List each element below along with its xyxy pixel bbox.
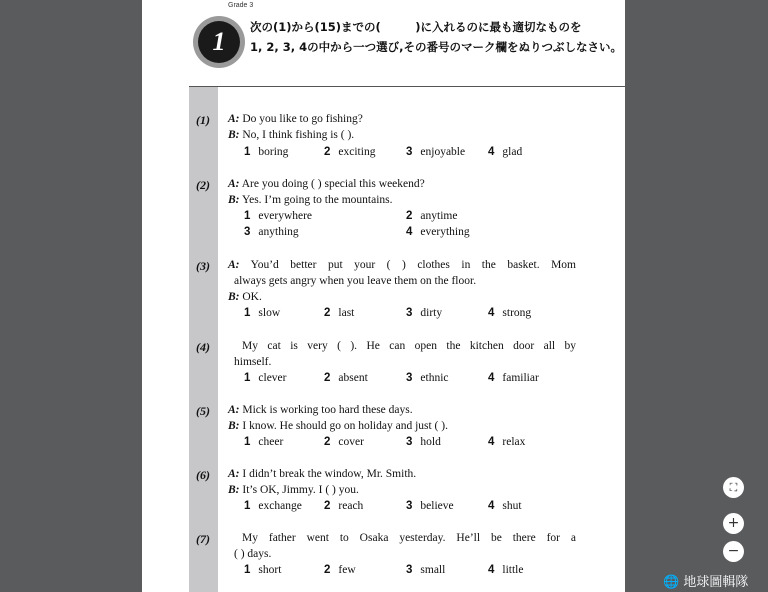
option-text: familiar: [502, 372, 539, 384]
option-text: believe: [420, 500, 454, 512]
question-number: (6): [196, 468, 210, 482]
option-number: 2: [324, 436, 331, 448]
option-number: 4: [488, 564, 495, 576]
option-3[interactable]: [244, 226, 299, 238]
option-number: 2: [324, 146, 331, 158]
option-1[interactable]: [244, 372, 287, 384]
statement-line: My cat is very ( ). He can open the kitchen door all by: [242, 340, 576, 352]
option-4[interactable]: [488, 500, 522, 512]
dialog-text: Yes. I’m going to the mountains.: [241, 194, 393, 206]
question-number: (4): [196, 340, 210, 354]
option-number: 4: [406, 226, 413, 238]
option-text: everywhere: [258, 210, 313, 222]
option-2[interactable]: [324, 146, 375, 158]
option-number: 1: [244, 372, 251, 384]
option-text: last: [338, 307, 355, 319]
option-number: 2: [324, 564, 331, 576]
dialog-line-b: [228, 420, 448, 432]
option-2[interactable]: [324, 307, 354, 319]
dialog-line-a: [228, 178, 425, 190]
question-number: (3): [196, 259, 210, 273]
option-3[interactable]: [406, 500, 454, 512]
question-number: (5): [196, 404, 210, 418]
option-text: relax: [502, 436, 526, 448]
option-3[interactable]: [406, 436, 441, 448]
option-text: exciting: [338, 146, 376, 158]
option-text: short: [258, 564, 282, 576]
speaker-label: B:: [228, 484, 240, 496]
dialog-text: You’d better put your ( ) clothes in the basket. Mom: [250, 259, 576, 271]
option-text: everything: [420, 226, 470, 238]
option-text: anytime: [420, 210, 458, 222]
option-number: 3: [406, 500, 413, 512]
option-text: little: [502, 564, 524, 576]
zoom-out-button[interactable]: [723, 541, 744, 562]
speaker-label: A:: [228, 178, 240, 190]
option-1[interactable]: [244, 210, 312, 222]
exam-page: [142, 0, 625, 592]
option-text: slow: [258, 307, 281, 319]
question-number: (2): [196, 178, 210, 192]
option-number: 4: [488, 372, 495, 384]
option-text: hold: [420, 436, 441, 448]
dialog-line-b: [228, 129, 354, 141]
option-number: 2: [324, 500, 331, 512]
option-1[interactable]: [244, 500, 302, 512]
minus-icon: −: [727, 543, 740, 559]
plus-icon: +: [727, 515, 740, 531]
speaker-label: A:: [228, 468, 240, 480]
option-text: clever: [258, 372, 287, 384]
option-number: 1: [244, 564, 251, 576]
option-text: few: [338, 564, 356, 576]
option-number: 4: [488, 500, 495, 512]
dialog-line-b: [228, 291, 262, 303]
option-number: 2: [406, 210, 413, 222]
option-number: 1: [244, 307, 251, 319]
option-number: 1: [244, 210, 251, 222]
option-number: 3: [406, 564, 413, 576]
option-number: 3: [406, 146, 413, 158]
instruction-line-2: 1, 2, 3, 4の中から一つ選び,その番号のマーク欄をぬりつぶしなさい。: [250, 40, 622, 54]
option-number: 1: [244, 500, 251, 512]
speaker-label: A:: [228, 113, 240, 125]
option-4[interactable]: [488, 372, 539, 384]
option-number: 1: [244, 436, 251, 448]
statement-line-cont: ( ) days.: [234, 548, 272, 560]
dialog-text: Mick is working too hard these days.: [242, 404, 413, 416]
watermark-text: 地球圖輯隊: [683, 575, 749, 590]
option-1[interactable]: [244, 146, 288, 158]
option-number: 3: [406, 307, 413, 319]
speaker-label: B:: [228, 420, 240, 432]
option-number: 2: [324, 307, 331, 319]
zoom-in-button[interactable]: [723, 513, 744, 534]
dialog-line-b: [228, 194, 393, 206]
option-3[interactable]: [406, 307, 442, 319]
option-text: anything: [258, 226, 299, 238]
option-2[interactable]: [324, 372, 368, 384]
question-number: (7): [196, 532, 210, 546]
option-text: enjoyable: [420, 146, 466, 158]
option-4[interactable]: [488, 146, 522, 158]
dialog-text: OK.: [242, 291, 262, 303]
option-4[interactable]: [488, 307, 531, 319]
option-text: dirty: [420, 307, 443, 319]
dialog-line-a: [228, 113, 363, 125]
dialog-line-a: [228, 468, 416, 480]
dialog-text: Do you like to go fishing?: [242, 113, 363, 125]
option-4[interactable]: [488, 564, 524, 576]
option-text: small: [420, 564, 446, 576]
fit-page-button[interactable]: [723, 477, 744, 498]
dialog-line-b: [228, 484, 359, 496]
option-text: strong: [502, 307, 532, 319]
option-text: absent: [338, 372, 368, 384]
option-text: glad: [502, 146, 523, 158]
dialog-text: I know. He should go on holiday and just ( ).: [242, 420, 448, 432]
dialog-line-a-cont: always gets angry when you leave them on the floor.: [234, 275, 477, 287]
section-number: 1: [198, 21, 240, 63]
option-text: shut: [502, 500, 522, 512]
option-number: 2: [324, 372, 331, 384]
speaker-label: A:: [228, 259, 240, 271]
section-badge: [193, 16, 245, 68]
option-number: 4: [488, 307, 495, 319]
speaker-label: A:: [228, 404, 240, 416]
watermark: [663, 571, 748, 590]
option-text: cheer: [258, 436, 284, 448]
dialog-line-a: [228, 404, 413, 416]
dialog-text: Are you doing ( ) special this weekend?: [241, 178, 425, 190]
option-1[interactable]: [244, 436, 283, 448]
speaker-label: B:: [228, 129, 240, 141]
speaker-label: B:: [228, 291, 240, 303]
margin-band: [189, 86, 218, 592]
dialog-text: No, I think fishing is ( ).: [242, 129, 355, 141]
option-4[interactable]: [406, 226, 470, 238]
option-number: 3: [244, 226, 251, 238]
option-number: 3: [406, 436, 413, 448]
option-2[interactable]: [324, 500, 363, 512]
statement-line-cont: himself.: [234, 356, 272, 368]
globe-icon: 🌐: [663, 575, 680, 590]
option-text: exchange: [258, 500, 302, 512]
fit-screen-icon: ⛶: [729, 481, 738, 494]
dialog-line-a: [228, 259, 576, 271]
dialog-text: I didn’t break the window, Mr. Smith.: [242, 468, 417, 480]
option-2[interactable]: [324, 564, 356, 576]
dialog-text: It’s OK, Jimmy. I ( ) you.: [242, 484, 359, 496]
option-3[interactable]: [406, 146, 465, 158]
option-number: 1: [244, 146, 251, 158]
option-2[interactable]: [324, 436, 364, 448]
option-2[interactable]: [406, 210, 457, 222]
statement-line: My father went to Osaka yesterday. He’ll be there for a: [242, 532, 576, 544]
option-number: 3: [406, 372, 413, 384]
option-4[interactable]: [488, 436, 525, 448]
option-number: 4: [488, 436, 495, 448]
speaker-label: B:: [228, 194, 240, 206]
option-3[interactable]: [406, 564, 445, 576]
option-text: ethnic: [420, 372, 449, 384]
instruction-line-1: 次の(1)から(15)までの( )に入れるのに最も適切なものを: [250, 20, 582, 34]
option-text: boring: [258, 146, 289, 158]
option-3[interactable]: [406, 372, 449, 384]
question-number: (1): [196, 113, 210, 127]
option-number: 4: [488, 146, 495, 158]
grade-label: Grade 3: [228, 2, 254, 9]
option-text: cover: [338, 436, 364, 448]
option-1[interactable]: [244, 307, 280, 319]
header-divider: [189, 86, 625, 87]
option-1[interactable]: [244, 564, 281, 576]
option-text: reach: [338, 500, 364, 512]
